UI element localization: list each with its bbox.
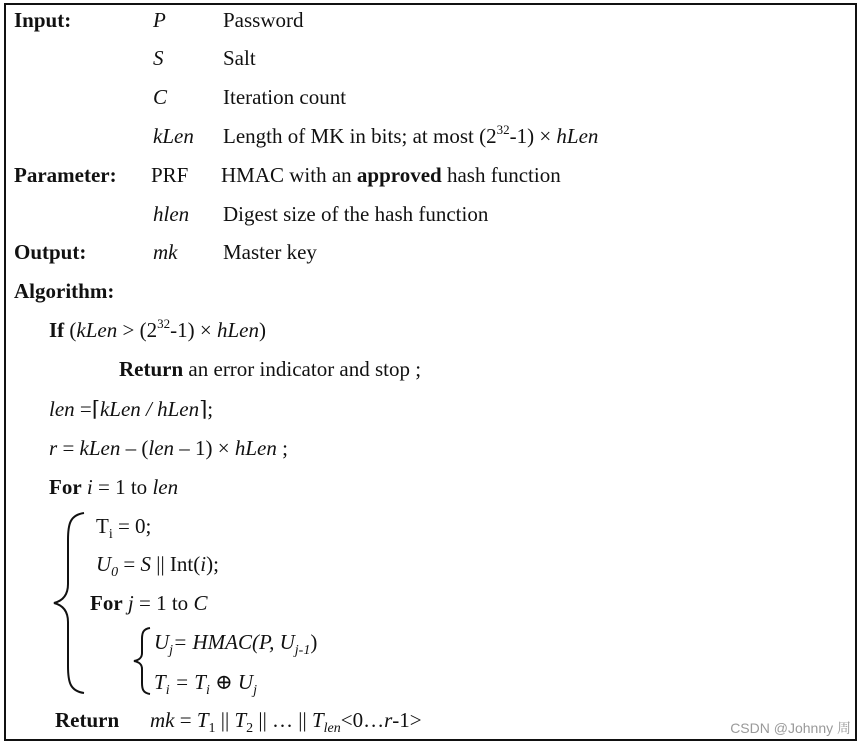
u0-mid: || Int( [151, 552, 201, 576]
for-i: i [86, 475, 93, 499]
forj-mid: = 1 to [133, 591, 194, 615]
input-desc-klen [223, 124, 598, 148]
return-mk-expr [150, 708, 422, 736]
ret-range: <0… [340, 708, 385, 732]
ret-T2: T [234, 708, 247, 732]
return-error-line [119, 357, 421, 381]
uj-sub: j [169, 643, 174, 658]
parameter-label: Parameter: [14, 163, 117, 187]
prf-desc-post: hash function [441, 163, 561, 187]
uj-line [154, 630, 318, 658]
uj-sub2: j-1 [294, 643, 311, 658]
ti-sub: i [108, 527, 113, 542]
u0-sub: 0 [111, 565, 119, 580]
r-mid: – 1) × [174, 436, 235, 460]
uj-eq: = HMAC(P, U [173, 630, 295, 654]
prf-desc-pre: HMAC with an [221, 163, 357, 187]
if-close: ) [258, 318, 266, 342]
ti-T: T [96, 514, 109, 538]
ret-mk: mk [150, 708, 175, 732]
input-sym-p: P [153, 8, 166, 32]
ret-eq: = [174, 708, 197, 732]
algorithm-label: Algorithm: [14, 279, 115, 303]
r-end: ; [276, 436, 288, 460]
len-expr: kLen / hLen [99, 397, 200, 421]
u0-line [96, 552, 219, 580]
u0-i: i [200, 552, 207, 576]
output-sym-mk: mk [153, 240, 178, 264]
forj-keyword: For [90, 591, 123, 615]
ret-1: 1 [208, 721, 216, 736]
if-klen: kLen [76, 318, 118, 342]
input-desc-iteration: Iteration count [223, 85, 347, 109]
forj-j: j [127, 591, 134, 615]
input-sym-c: C [153, 85, 168, 109]
input-desc-salt: Salt [223, 46, 256, 70]
ret-tail: -1> [392, 708, 422, 732]
klen-desc-exp: 32 [496, 122, 510, 137]
parameter-sym-hlen: hlen [153, 202, 190, 226]
ti-init-line [96, 514, 152, 542]
r-line [49, 436, 288, 460]
if-exp: 32 [157, 316, 171, 331]
tij-sub3: j [253, 683, 257, 698]
outer-brace [50, 510, 90, 696]
tij-eq: = T [169, 670, 206, 694]
parameter-desc-hlen: Digest size of the hash function [223, 202, 489, 226]
output-label: Output: [14, 240, 87, 264]
input-label: Input: [14, 8, 72, 32]
tij-op: ⊕ U [209, 670, 254, 694]
if-keyword: If [49, 318, 65, 342]
ti-rest: = 0; [112, 514, 152, 538]
ret-Tl: T [311, 708, 324, 732]
input-sym-klen: kLen [153, 124, 194, 148]
u0-end: ); [206, 552, 219, 576]
ret-len: len [323, 721, 341, 736]
input-desc-password: Password [223, 8, 304, 32]
r-var: r [49, 436, 58, 460]
r-klen: kLen [79, 436, 121, 460]
uj-U: U [154, 630, 170, 654]
return-keyword: Return [119, 357, 184, 381]
len-eq: =⌈ [74, 397, 100, 421]
for-keyword: For [49, 475, 82, 499]
input-sym-s: S [153, 46, 164, 70]
r-hlen: hLen [234, 436, 277, 460]
klen-desc-pre: Length of MK in bits; at most (2 [223, 124, 497, 148]
len-var: len [49, 397, 75, 421]
tij-T: T [154, 670, 166, 694]
r-len: len [148, 436, 175, 460]
parameter-desc-prf [221, 163, 561, 187]
if-line [49, 318, 266, 342]
r-eq: = [57, 436, 80, 460]
ret-r: r [384, 708, 393, 732]
output-desc: Master key [223, 240, 317, 264]
parameter-sym-prf: PRF [151, 163, 189, 187]
u0-S: S [140, 552, 152, 576]
len-line [49, 397, 213, 421]
klen-desc-hlen: hLen [556, 124, 599, 148]
return-mk-keyword: Return [55, 708, 120, 732]
tij-sub: i [165, 683, 170, 698]
if-gt: > (2 [117, 318, 158, 342]
ti-xor-line [154, 670, 257, 698]
if-open: ( [64, 318, 77, 342]
ret-sep1: || [215, 708, 235, 732]
tij-sub2: i [205, 683, 210, 698]
if-hlen: hLen [216, 318, 259, 342]
if-mid: -1) × [170, 318, 217, 342]
u0-eq: = [118, 552, 141, 576]
for-i-line [49, 475, 178, 499]
for-len: len [152, 475, 179, 499]
inner-brace [130, 625, 154, 697]
watermark: CSDN @Johnny 周 [730, 720, 851, 736]
ret-dots: || … || [253, 708, 312, 732]
uj-end: ) [310, 630, 318, 654]
ret-T1: T [196, 708, 209, 732]
ret-2: 2 [246, 721, 254, 736]
len-end: ⌉; [199, 397, 214, 421]
r-minus: – ( [120, 436, 149, 460]
for-mid: = 1 to [92, 475, 153, 499]
forj-C: C [193, 591, 208, 615]
for-j-line [90, 591, 207, 615]
u0-U: U [96, 552, 112, 576]
klen-desc-mid: -1) × [509, 124, 557, 148]
return-text: an error indicator and stop ; [183, 357, 422, 381]
prf-desc-approved: approved [356, 163, 442, 187]
